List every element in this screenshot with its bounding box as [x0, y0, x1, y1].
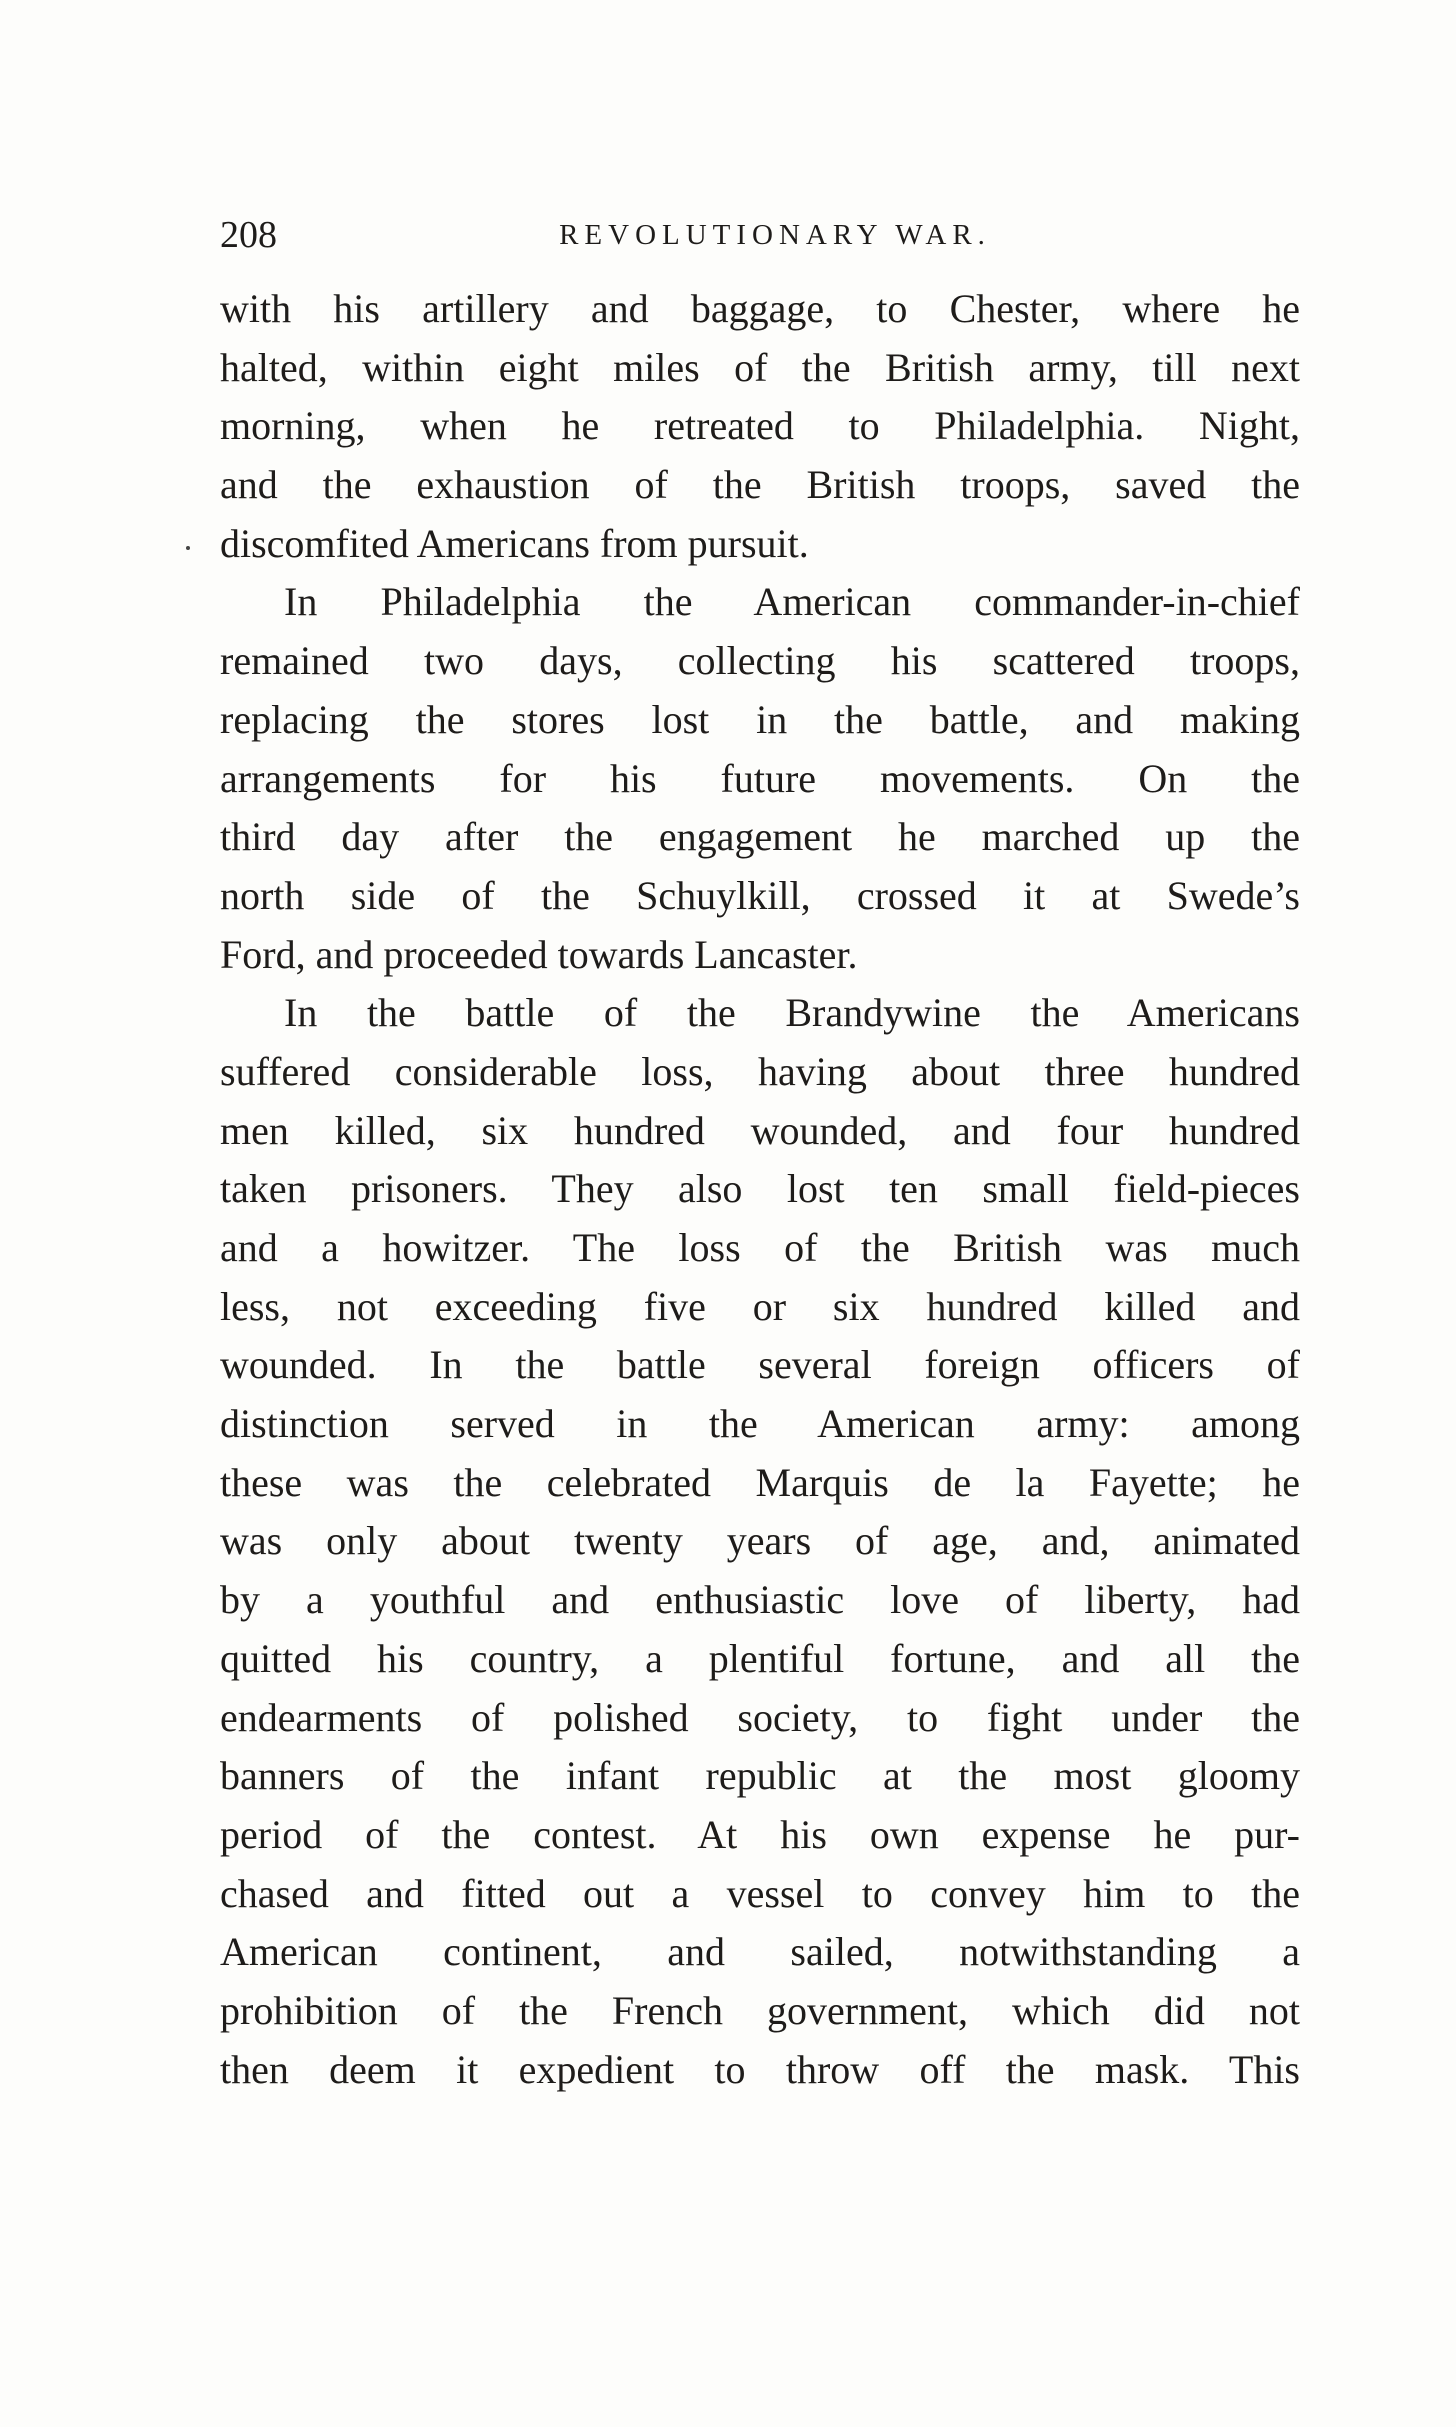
text-line: halted, within eight miles of the British army, till next — [220, 344, 1300, 390]
text-line: suffered considerable loss, having about three hundred — [220, 1048, 1300, 1094]
text-line: less, not exceeding five or six hundred killed and — [220, 1283, 1300, 1329]
paragraph-start-line: In the battle of the Brandywine the Americans — [284, 990, 1300, 1036]
text-line: discomfited Americans from pursuit. — [220, 520, 809, 566]
text-line: then deem it expedient to throw off the mask. This — [220, 2046, 1300, 2092]
text-line: American continent, and sailed, notwithstanding a — [220, 1929, 1300, 1975]
text-line: chased and fitted out a vessel to convey him to the — [220, 1870, 1300, 1916]
text-line: by a youthful and enthusiastic love of liberty, had — [220, 1577, 1300, 1623]
text-line: banners of the infant republic at the most gloomy — [220, 1753, 1300, 1799]
text-line: taken prisoners. They also lost ten small field-pieces — [220, 1166, 1300, 1212]
text-line: these was the celebrated Marquis de la Fayette; he — [220, 1459, 1300, 1505]
page-number: 208 — [220, 214, 277, 256]
print-speck — [186, 546, 190, 550]
text-line: and the exhaustion of the British troops, saved the — [220, 462, 1300, 508]
running-head — [220, 210, 1300, 260]
text-line: endearments of polished society, to fight under the — [220, 1694, 1300, 1740]
text-line: north side of the Schuylkill, crossed it at Swede’s — [220, 872, 1300, 918]
text-line: third day after the engagement he marched up the — [220, 814, 1300, 860]
text-line: remained two days, collecting his scattered troops, — [220, 638, 1300, 684]
text-line: period of the contest. At his own expense he pur- — [220, 1811, 1300, 1857]
text-line: and a howitzer. The loss of the British was much — [220, 1225, 1300, 1270]
running-title: REVOLUTIONARY WAR. — [559, 219, 991, 251]
text-line: prohibition of the French government, which did not — [220, 1987, 1300, 2033]
paragraph-start-line: In Philadelphia the American commander-in-chief — [284, 579, 1300, 625]
text-line: replacing the stores lost in the battle, and making — [220, 696, 1300, 742]
text-line: distinction served in the American army: among — [220, 1401, 1300, 1447]
text-line: quitted his country, a plentiful fortune, and all the — [220, 1635, 1300, 1681]
text-line: wounded. In the battle several foreign officers of — [220, 1342, 1300, 1388]
text-line: Ford, and proceeded towards Lancaster. — [220, 931, 858, 977]
text-line: arrangements for his future movements. On the — [220, 755, 1300, 801]
text-line: with his artillery and baggage, to Chester, where he — [220, 286, 1300, 331]
text-line: morning, when he retreated to Philadelphia. Night, — [220, 403, 1300, 449]
text-line: was only about twenty years of age, and, animated — [220, 1518, 1300, 1564]
text-line: men killed, six hundred wounded, and four hundred — [220, 1107, 1300, 1153]
body-text — [220, 280, 1300, 2099]
